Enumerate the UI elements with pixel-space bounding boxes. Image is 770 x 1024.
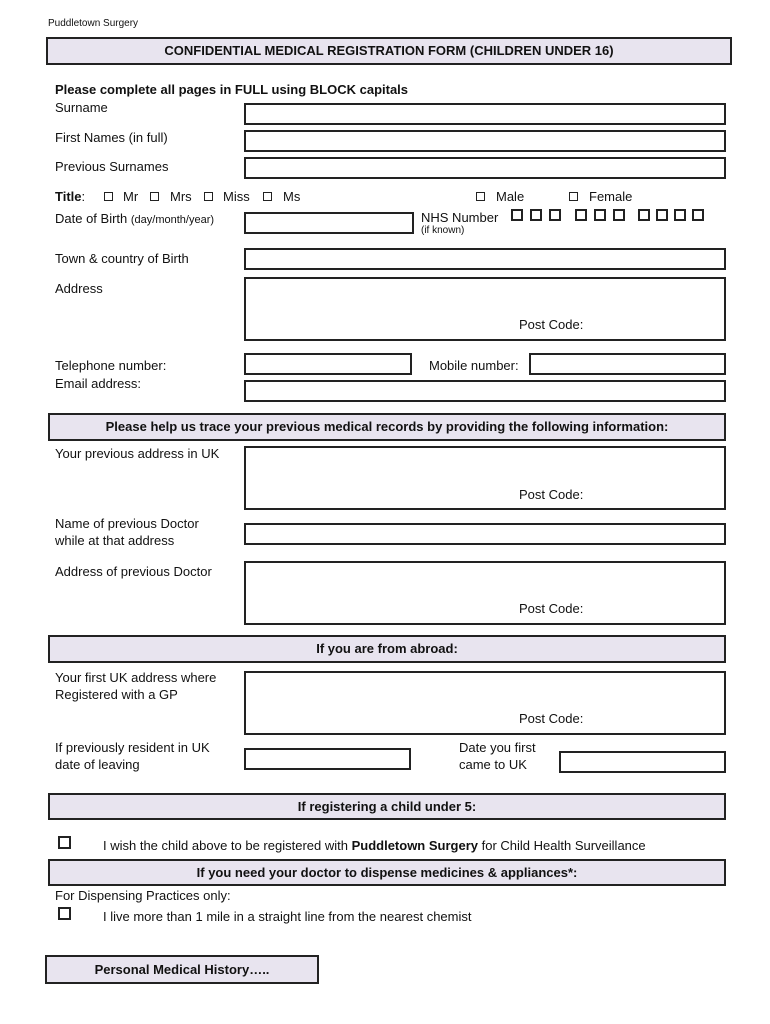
nhs-digit-6[interactable] <box>613 209 625 221</box>
previous-surnames-label: Previous Surnames <box>55 159 169 174</box>
distance-chemist-checkbox[interactable] <box>58 907 71 920</box>
nhs-if-known: (if known) <box>421 225 465 236</box>
abroad-heading: If you are from abroad: <box>316 641 458 656</box>
surname-label: Surname <box>55 100 108 115</box>
address-postcode-label: Post Code: <box>519 317 584 332</box>
gender-female-checkbox[interactable] <box>569 192 578 201</box>
title-mrs-checkbox[interactable] <box>150 192 159 201</box>
distance-chemist-statement: I live more than 1 mile in a straight line from the nearest chemist <box>103 909 472 924</box>
gender-male-checkbox[interactable] <box>476 192 485 201</box>
previous-records-heading: Please help us trace your previous medical records by providing the following information: <box>105 419 669 434</box>
previous-address-postcode-label: Post Code: <box>519 487 584 502</box>
nhs-digit-7[interactable] <box>638 209 650 221</box>
surname-field[interactable] <box>244 103 726 125</box>
title-miss-label: Miss <box>223 189 250 204</box>
mobile-field[interactable] <box>529 353 726 375</box>
previous-doctor-name-field[interactable] <box>244 523 726 545</box>
email-field[interactable] <box>244 380 726 402</box>
form-title: CONFIDENTIAL MEDICAL REGISTRATION FORM (CHILDREN UNDER 16) <box>164 43 614 58</box>
gender-male-label: Male <box>496 189 525 204</box>
dispense-band <box>48 859 726 886</box>
title-miss-checkbox[interactable] <box>204 192 213 201</box>
date-came-uk-field[interactable] <box>559 751 726 773</box>
nhs-digit-3[interactable] <box>549 209 561 221</box>
previous-doctor-name-label-2: while at that address <box>55 533 175 548</box>
address-label: Address <box>55 281 103 296</box>
date-came-uk-label-1: Date you first <box>459 740 536 755</box>
title-mr-checkbox[interactable] <box>104 192 113 201</box>
title-label: Title: <box>55 189 86 204</box>
nhs-digit-9[interactable] <box>674 209 686 221</box>
gender-female-label: Female <box>589 189 633 204</box>
form-title-band <box>46 37 732 65</box>
previous-address-label: Your previous address in UK <box>55 446 220 461</box>
title-ms-checkbox[interactable] <box>263 192 272 201</box>
nhs-digit-5[interactable] <box>594 209 606 221</box>
first-uk-address-field[interactable] <box>244 671 726 735</box>
nhs-digit-1[interactable] <box>511 209 523 221</box>
title-mr-label: Mr <box>123 189 139 204</box>
first-names-field[interactable] <box>244 130 726 152</box>
dispensing-practices-note: For Dispensing Practices only: <box>55 888 231 903</box>
previous-surnames-field[interactable] <box>244 157 726 179</box>
first-uk-address-label-1: Your first UK address where <box>55 670 217 685</box>
nhs-digit-4[interactable] <box>575 209 587 221</box>
previous-records-band <box>48 413 726 441</box>
nhs-digit-10[interactable] <box>692 209 704 221</box>
child-health-surveillance-statement: I wish the child above to be registered with Puddletown Surgery for Child Health Surveillance <box>103 838 646 853</box>
personal-medical-history-label: Personal Medical History….. <box>94 962 270 977</box>
previous-address-field[interactable] <box>244 446 726 510</box>
nhs-digit-8[interactable] <box>656 209 668 221</box>
practice-name: Puddletown Surgery <box>48 18 139 29</box>
mobile-label: Mobile number: <box>429 358 519 373</box>
first-uk-address-label-2: Registered with a GP <box>55 687 178 702</box>
dob-field[interactable] <box>244 212 414 234</box>
personal-medical-history-box <box>45 955 319 984</box>
date-leaving-label-2: date of leaving <box>55 757 140 772</box>
child-health-surveillance-checkbox[interactable] <box>58 836 71 849</box>
telephone-label: Telephone number: <box>55 358 167 373</box>
under5-band <box>48 793 726 820</box>
dob-label: Date of Birth (day/month/year) <box>55 211 215 226</box>
telephone-field[interactable] <box>244 353 412 375</box>
address-field[interactable] <box>244 277 726 341</box>
date-came-uk-label-2: came to UK <box>459 757 527 772</box>
previous-doctor-address-label: Address of previous Doctor <box>55 564 212 579</box>
under5-heading: If registering a child under 5: <box>297 799 477 814</box>
previous-doctor-address-field[interactable] <box>244 561 726 625</box>
nhs-digit-2[interactable] <box>530 209 542 221</box>
first-uk-postcode-label: Post Code: <box>519 711 584 726</box>
dispense-heading: If you need your doctor to dispense medicines & appliances*: <box>196 865 578 880</box>
email-label: Email address: <box>55 376 141 391</box>
date-leaving-field[interactable] <box>244 748 411 770</box>
town-country-birth-field[interactable] <box>244 248 726 270</box>
first-names-label: First Names (in full) <box>55 130 168 145</box>
previous-doctor-postcode-label: Post Code: <box>519 601 584 616</box>
date-leaving-label-1: If previously resident in UK <box>55 740 210 755</box>
title-mrs-label: Mrs <box>170 189 192 204</box>
previous-doctor-name-label-1: Name of previous Doctor <box>55 516 199 531</box>
town-country-birth-label: Town & country of Birth <box>55 251 189 266</box>
abroad-band <box>48 635 726 663</box>
title-ms-label: Ms <box>283 189 301 204</box>
instruction: Please complete all pages in FULL using BLOCK capitals <box>55 82 409 97</box>
nhs-number-label: NHS Number <box>421 210 499 225</box>
